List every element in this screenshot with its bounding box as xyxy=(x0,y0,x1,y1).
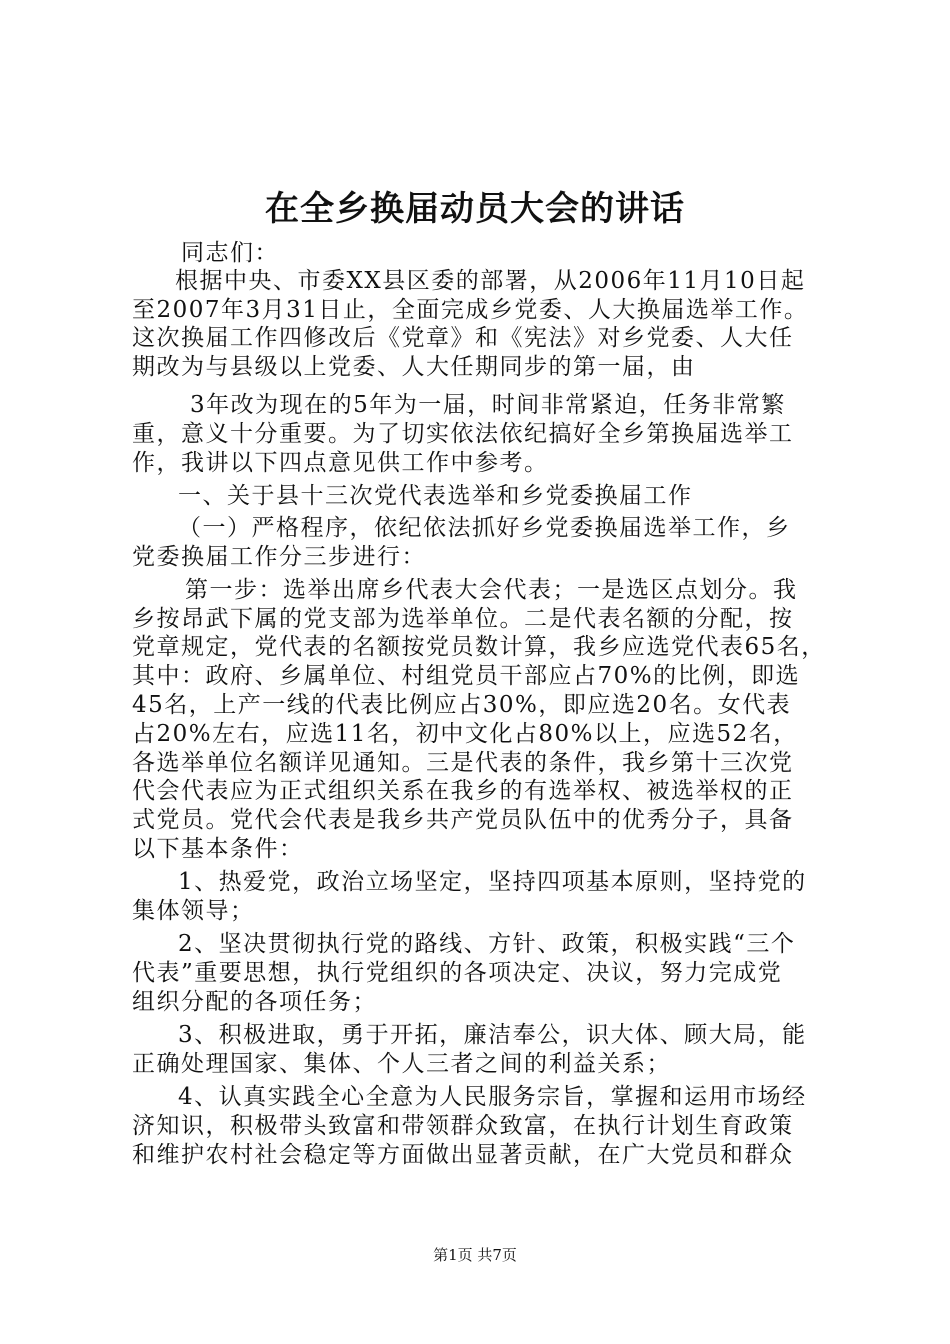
list-item-line: 代表”重要思想，执行党组织的各项决定、决议，努力完成党 xyxy=(132,960,783,986)
body-line: 以下基本条件： xyxy=(132,836,304,862)
list-item-line: 组织分配的各项任务； xyxy=(132,989,377,1015)
body-line: 45名，上产一线的代表比例应占30%，即应选20名。女代表 xyxy=(132,692,792,718)
list-item-line: 2、坚决贯彻执行党的路线、方针、政策，积极实践“三个 xyxy=(178,931,796,957)
body-line: 党章规定，党代表的名额按党员数计算，我乡应选党代表65名， xyxy=(132,634,826,660)
list-item-line: 1、热爱党，政治立场坚定，坚持四项基本原则，坚持党的 xyxy=(178,869,807,895)
body-line: 党委换届工作分三步进行： xyxy=(132,544,426,570)
page-footer: 第1页 共7页 xyxy=(433,1246,517,1264)
body-line: 3年改为现在的5年为一届，时间非常紧迫，任务非常繁 xyxy=(190,392,786,418)
list-item-line: 济知识，积极带头致富和带领群众致富，在执行计划生育政策 xyxy=(132,1113,794,1139)
section-heading: 一、关于县十三次党代表选举和乡党委换届工作 xyxy=(178,483,693,509)
body-line: 式党员。党代会代表是我乡共产党员队伍中的优秀分子，具备 xyxy=(132,807,794,833)
body-line: （一）严格程序，依纪依法抓好乡党委换届选举工作，乡 xyxy=(178,515,791,541)
body-line: 这次换届工作四修改后《党章》和《宪法》对乡党委、人大任 xyxy=(132,325,794,351)
body-line: 重，意义十分重要。为了切实依法依纪搞好全乡第换届选举工 xyxy=(132,421,794,447)
body-line: 根据中央、市委XX县区委的部署，从2006年11月10日起 xyxy=(175,268,806,294)
body-line: 第一步：选举出席乡代表大会代表；一是选区点划分。我 xyxy=(185,577,798,603)
body-line: 期改为与县级以上党委、人大任期同步的第一届，由 xyxy=(132,354,696,380)
body-line: 其中：政府、乡属单位、村组党员干部应占70%的比例，即选 xyxy=(132,663,801,689)
body-line: 至2007年3月31日止，全面完成乡党委、人大换届选举工作。 xyxy=(132,297,809,323)
body-line: 各选举单位名额详见通知。三是代表的条件，我乡第十三次党 xyxy=(132,750,794,776)
body-line: 代会代表应为正式组织关系在我乡的有选举权、被选举权的正 xyxy=(132,778,794,804)
body-line: 同志们： xyxy=(181,240,279,266)
body-line: 作，我讲以下四点意见供工作中参考。 xyxy=(132,450,549,476)
body-line: 占20%左右，应选11名，初中文化占80%以上，应选52名， xyxy=(132,721,798,747)
list-item-line: 3、积极进取，勇于开拓，廉洁奉公，识大体、顾大局，能 xyxy=(178,1022,807,1048)
list-item-line: 4、认真实践全心全意为人民服务宗旨，掌握和运用市场经 xyxy=(178,1084,807,1110)
document-title: 在全乡换届动员大会的讲话 xyxy=(265,189,685,229)
list-item-line: 集体领导； xyxy=(132,898,255,924)
body-line: 乡按昂武下属的党支部为选举单位。二是代表名额的分配，按 xyxy=(132,606,794,632)
list-item-line: 正确处理国家、集体、个人三者之间的利益关系； xyxy=(132,1051,671,1077)
list-item-line: 和维护农村社会稳定等方面做出显著贡献，在广大党员和群众 xyxy=(132,1142,794,1168)
